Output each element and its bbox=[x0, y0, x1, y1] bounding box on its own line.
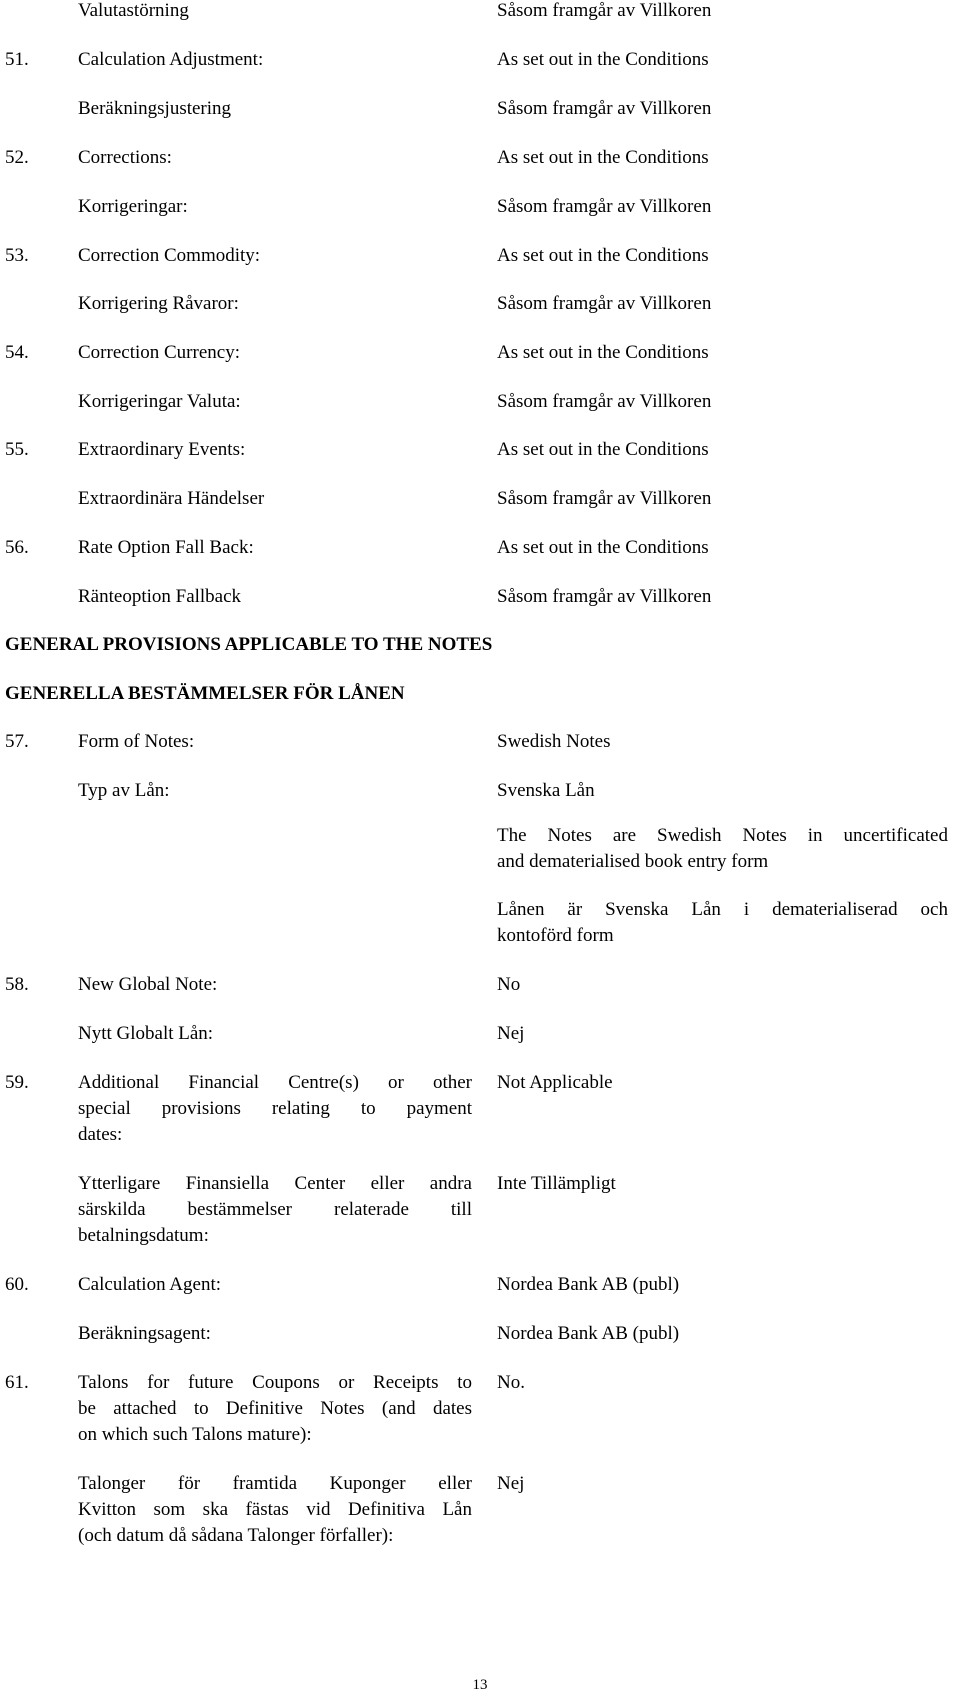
form-note-en-cont: and dematerialised book entry form bbox=[497, 851, 769, 872]
item-en-label: New Global Note: bbox=[78, 974, 218, 995]
item-number: 54. bbox=[5, 342, 29, 363]
item-sv-value: Såsom framgår av Villkoren bbox=[497, 98, 712, 119]
item-en-value: As set out in the Conditions bbox=[497, 439, 709, 460]
section-heading-en: GENERAL PROVISIONS APPLICABLE TO THE NOTES bbox=[5, 634, 493, 655]
item-en-label: Correction Commodity: bbox=[78, 245, 261, 266]
item-en-label: Rate Option Fall Back: bbox=[78, 537, 254, 558]
item-number: 51. bbox=[5, 49, 29, 70]
item-number: 60. bbox=[5, 1274, 29, 1295]
item-sv-value: Såsom framgår av Villkoren bbox=[497, 488, 712, 509]
item-en-value: As set out in the Conditions bbox=[497, 147, 709, 168]
item-number: 55. bbox=[5, 439, 29, 460]
item-number: 57. bbox=[5, 731, 29, 752]
item-sv-label: Talonger för framtida Kuponger eller bbox=[78, 1473, 472, 1494]
item-sv-value: Nej bbox=[497, 1023, 525, 1044]
item-sv-label: Beräkningsjustering bbox=[78, 98, 232, 119]
item-sv-value: Såsom framgår av Villkoren bbox=[497, 196, 712, 217]
item-sv-label: Beräkningsagent: bbox=[78, 1323, 211, 1344]
item-en-label: Extraordinary Events: bbox=[78, 439, 246, 460]
item-en-label-cont: special provisions relating to payment bbox=[78, 1098, 472, 1119]
item-sv-label-cont: betalningsdatum: bbox=[78, 1225, 209, 1246]
item-en-value: No. bbox=[497, 1372, 525, 1393]
item-sv-value: Nordea Bank AB (publ) bbox=[497, 1323, 680, 1344]
item-sv-value: Såsom framgår av Villkoren bbox=[497, 586, 712, 607]
item-sv-label-cont: (och datum då sådana Talonger förfaller): bbox=[78, 1525, 394, 1546]
item-en-value: As set out in the Conditions bbox=[497, 245, 709, 266]
form-note-sv-cont: kontoförd form bbox=[497, 925, 614, 946]
item-sv-label-cont: särskilda bestämmelser relaterade till bbox=[78, 1199, 472, 1220]
item-sv-label: Korrigeringar: bbox=[78, 196, 188, 217]
item-sv-label: Valutastörning bbox=[78, 0, 189, 21]
item-sv-label: Korrigering Råvaror: bbox=[78, 293, 239, 314]
item-number: 56. bbox=[5, 537, 29, 558]
item-sv-value: Såsom framgår av Villkoren bbox=[497, 0, 712, 21]
item-en-value: As set out in the Conditions bbox=[497, 342, 709, 363]
item-en-label: Calculation Adjustment: bbox=[78, 49, 264, 70]
item-en-label: Talons for future Coupons or Receipts to bbox=[78, 1372, 472, 1393]
item-en-label: Form of Notes: bbox=[78, 731, 195, 752]
item-sv-label-cont: Kvitton som ska fästas vid Definitiva Lån bbox=[78, 1499, 472, 1520]
form-note-sv: Lånen är Svenska Lån i dematerialiserad och bbox=[497, 899, 948, 920]
item-en-value: No bbox=[497, 974, 521, 995]
item-number: 58. bbox=[5, 974, 29, 995]
item-sv-value: Såsom framgår av Villkoren bbox=[497, 391, 712, 412]
item-sv-label: Nytt Globalt Lån: bbox=[78, 1023, 214, 1044]
item-sv-label: Ytterligare Finansiella Center eller andra bbox=[78, 1173, 472, 1194]
item-en-label-cont: be attached to Definitive Notes (and dates bbox=[78, 1398, 472, 1419]
item-sv-value: Inte Tillämpligt bbox=[497, 1173, 616, 1194]
item-number: 61. bbox=[5, 1372, 29, 1393]
item-en-value: As set out in the Conditions bbox=[497, 537, 709, 558]
item-sv-value: Svenska Lån bbox=[497, 780, 595, 801]
section-heading-sv: GENERELLA BESTÄMMELSER FÖR LÅNEN bbox=[5, 683, 405, 704]
item-en-value: Swedish Notes bbox=[497, 731, 611, 752]
item-sv-label: Typ av Lån: bbox=[78, 780, 170, 801]
item-en-label: Correction Currency: bbox=[78, 342, 240, 363]
item-en-value: Nordea Bank AB (publ) bbox=[497, 1274, 680, 1295]
item-sv-label: Korrigeringar Valuta: bbox=[78, 391, 241, 412]
item-en-label-cont: dates: bbox=[78, 1124, 123, 1145]
item-en-label: Corrections: bbox=[78, 147, 172, 168]
item-number: 59. bbox=[5, 1072, 29, 1093]
item-number: 52. bbox=[5, 147, 29, 168]
item-en-value: As set out in the Conditions bbox=[497, 49, 709, 70]
item-sv-label: Ränteoption Fallback bbox=[78, 586, 242, 607]
item-sv-value: Nej bbox=[497, 1473, 525, 1494]
item-sv-label: Extraordinära Händelser bbox=[78, 488, 265, 509]
item-sv-value: Såsom framgår av Villkoren bbox=[497, 293, 712, 314]
item-en-value: Not Applicable bbox=[497, 1072, 613, 1093]
item-en-label: Additional Financial Centre(s) or other bbox=[78, 1072, 472, 1093]
item-en-label-cont: on which such Talons mature): bbox=[78, 1424, 312, 1445]
page-number: 13 bbox=[472, 1677, 488, 1693]
item-number: 53. bbox=[5, 245, 29, 266]
item-en-label: Calculation Agent: bbox=[78, 1274, 222, 1295]
form-note-en: The Notes are Swedish Notes in uncertificated bbox=[497, 825, 948, 846]
